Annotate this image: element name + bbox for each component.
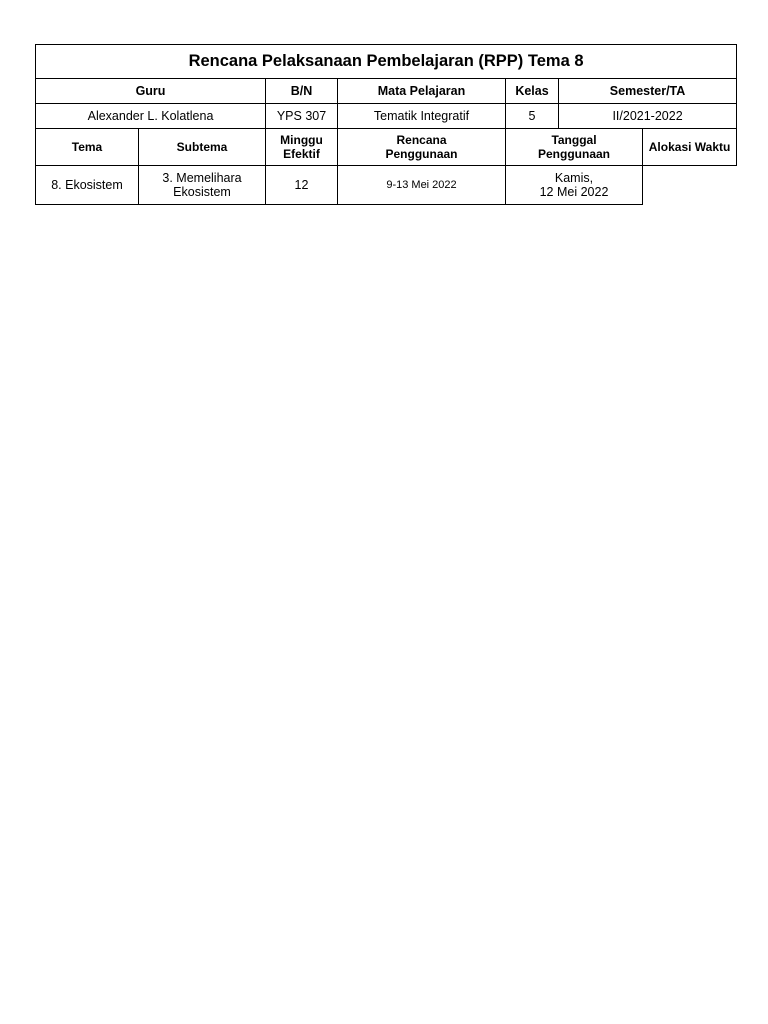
value-row-2	[36, 166, 737, 205]
header-bn: B/N	[266, 79, 338, 104]
header-tanggal-penggunaan: Tanggal Penggunaan	[506, 129, 643, 166]
header-guru: Guru	[36, 79, 266, 104]
header-semester: Semester/TA	[559, 79, 737, 104]
value-mata-pelajaran: Tematik Integratif	[338, 104, 506, 129]
header-row-2	[36, 129, 737, 166]
value-rencana-penggunaan: 9-13 Mei 2022	[338, 166, 506, 205]
value-guru: Alexander L. Kolatlena	[36, 104, 266, 129]
value-subtema: 3. Memelihara Ekosistem	[139, 166, 266, 205]
header-mata-pelajaran: Mata Pelajaran	[338, 79, 506, 104]
value-tema: 8. Ekosistem	[36, 166, 139, 205]
header-kelas: Kelas	[506, 79, 559, 104]
header-rencana-penggunaan: Rencana Penggunaan	[338, 129, 506, 166]
header-tema: Tema	[36, 129, 139, 166]
value-minggu-efektif: 12	[266, 166, 338, 205]
header-minggu-efektif: Minggu Efektif	[266, 129, 338, 166]
value-semester: II/2021-2022	[559, 104, 737, 129]
rpp-table	[35, 44, 737, 205]
value-row-1	[36, 104, 737, 129]
value-tanggal-penggunaan: Kamis, 12 Mei 2022	[506, 166, 643, 205]
header-subtema: Subtema	[139, 129, 266, 166]
value-kelas: 5	[506, 104, 559, 129]
rpp-document	[35, 44, 736, 205]
document-title: Rencana Pelaksanaan Pembelajaran (RPP) Tema 8	[36, 45, 737, 79]
header-alokasi-waktu: Alokasi Waktu	[643, 129, 737, 166]
value-bn: YPS 307	[266, 104, 338, 129]
header-row-1	[36, 79, 737, 104]
